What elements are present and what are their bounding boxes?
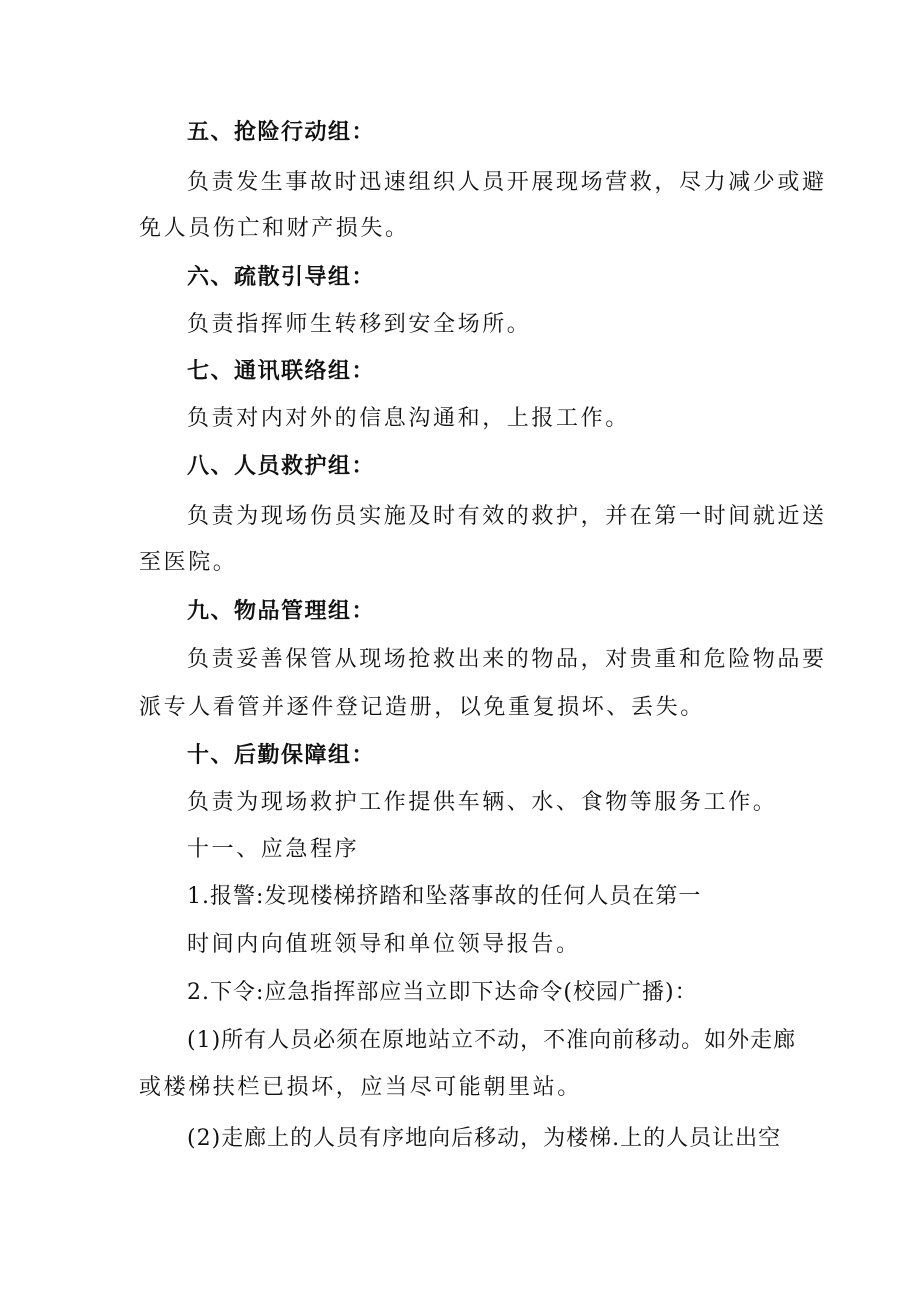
section-body-10-line-1: 负责为现场救护工作提供车辆、水、食物等服务工作。 — [187, 790, 778, 815]
section-heading-5: 五、抢险行动组： — [187, 120, 376, 145]
section-body-6-line-1: 负责指挥师生转移到安全场所。 — [187, 312, 532, 337]
procedure-heading: 十一、应急程序 — [187, 837, 360, 862]
section-heading-10: 十、后勤保障组： — [187, 743, 376, 768]
section-body-8-line-2: 至医院。 — [139, 550, 238, 575]
section-body-9-line-2: 派专人看管并逐件登记造册，以免重复损坏、丢失。 — [139, 695, 705, 720]
procedure-line-1: 1.报警:发现楼梯挤踏和坠落事故的任何人员在第一 — [187, 884, 702, 909]
section-body-5-line-1: 负责发生事故时迅速组织人员开展现场营救，尽力减少或避 — [187, 170, 827, 195]
section-body-5-line-2: 免人员伤亡和财产损失。 — [139, 216, 410, 241]
section-body-7-line-1: 负责对内对外的信息沟通和，上报工作。 — [187, 406, 630, 431]
section-heading-7: 七、通讯联络组： — [187, 359, 376, 384]
section-heading-8: 八、人员救护组： — [187, 454, 376, 479]
section-heading-6: 六、疏散引导组： — [187, 265, 376, 290]
procedure-line-2: 时间内向值班领导和单位领导报告。 — [187, 932, 581, 957]
section-body-9-line-1: 负责妥善保管从现场抢救出来的物品，对贵重和危险物品要 — [187, 647, 827, 672]
procedure-line-3: 2.下令:应急指挥部应当立即下达命令(校园广播)： — [187, 980, 698, 1005]
section-body-8-line-1: 负责为现场伤员实施及时有效的救护，并在第一时间就近送 — [187, 504, 827, 529]
procedure-line-5: 或楼梯扶栏已损坏，应当尽可能朝里站。 — [139, 1075, 582, 1100]
procedure-line-4: (1)所有人员必须在原地站立不动，不准向前移动。如外走廊 — [187, 1028, 797, 1053]
section-heading-9: 九、物品管理组： — [187, 599, 376, 624]
procedure-line-6: (2)走廊上的人员有序地向后移动，为楼梯.上的人员让出空 — [187, 1126, 782, 1151]
